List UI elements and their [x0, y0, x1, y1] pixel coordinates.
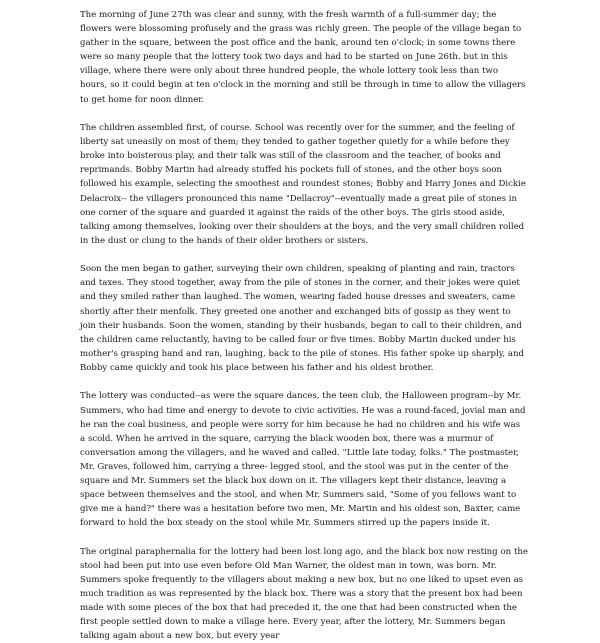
story-text — [80, 8, 528, 643]
paragraph-4: The lottery was conducted--as were the square dances, the teen club, the Halloween program--by Mr. Summers, who had time and energy to devote to civic activities. He was a round-faced, jovial man and he ran the coal business, and people were sorry for him because he had no children and his wife was a scold. When he arrived in the square, carrying the black wooden box, there was a murmur of conversation among the villagers, and he waved and called. "Little late today, folks." The postmaster, Mr. Graves, followed him, carrying a three- legged stool, and the stool was put in the center of the square and Mr. Summers set the black box down on it. The villagers kept their distance, leaving a space between themselves and the stool, and when Mr. Summers said, "Some of you fellows want to give me a hand?" there was a hesitation before two men, Mr. Martin and his oldest son, Baxter, came forward to hold the box steady on the stool while Mr. Summers stirred up the papers inside it. — [80, 391, 526, 529]
paragraph-1: The morning of June 27th was clear and sunny, with the fresh warmth of a full-summer day; the flowers were blossoming profusely and the grass was richly green. The people of the village began to gather in the square, between the post office and the bank, around ten o'clock; in some towns there were so many people that the lottery took two days and had to be started on June 26th. but in this village, where there were only about three hundred people, the whole lottery took less than two hours, so it could begin at ten o'clock in the morning and still be through in time to allow the villagers to get home for noon dinner. — [80, 10, 526, 105]
paragraph-5: The original paraphernalia for the lottery had been lost long ago, and the black box now resting on the stool had been put into use even before Old Man Warner, the oldest man in town, was born. Mr. Summers spoke frequently to the villagers about making a new box, but no one liked to upset even as much tradition as was represented by the black box. There was a story that the present box had been made with some pieces of the box that had preceded it, the one that had been constructed when the first people settled down to make a village here. Every year, after the lottery, Mr. Summers began talking again about a new box, but every year — [80, 546, 528, 642]
paragraph-2: The children assembled first, of course. School was recently over for the summer, and the feeling of liberty sat uneasily on most of them; they tended to gather together quietly for a while before they broke into boisterous play, and their talk was still of the classroom and the teacher, of books and reprimands. Bobby Martin had already stuffed his pockets full of stones, and the other boys soon followed his example, selecting the smoothest and roundest stones; Bobby and Harry Jones and Dickie Delacroix-- the villagers pronounced this name "Dellacroy"--eventually made a great pile of stones in one corner of the square and guarded it against the raids of the other boys. The girls stood aside, talking among themselves, looking over their shoulders at the boys, and the very small children rolled in the dust or clung to the hands of their older brothers or sisters. — [80, 123, 526, 246]
paragraph-3: Soon the men began to gather, surveying their own children, speaking of planting and rain, tractors and taxes. They stood together, away from the pile of stones in the corner, and their jokes were quiet and they smiled rather than laughed. The women, wearing faded house dresses and sweaters, came shortly after their menfolk. They greeted one another and exchanged bits of gossip as they went to join their husbands. Soon the women, standing by their husbands, began to call to their children, and the children came reluctantly, having to be called four or five times. Bobby Martin ducked under his mother's grasping hand and ran, laughing, back to the pile of stones. His father spoke up sharply, and Bobby came quickly and took his place between his father and his oldest brother. — [80, 264, 524, 373]
